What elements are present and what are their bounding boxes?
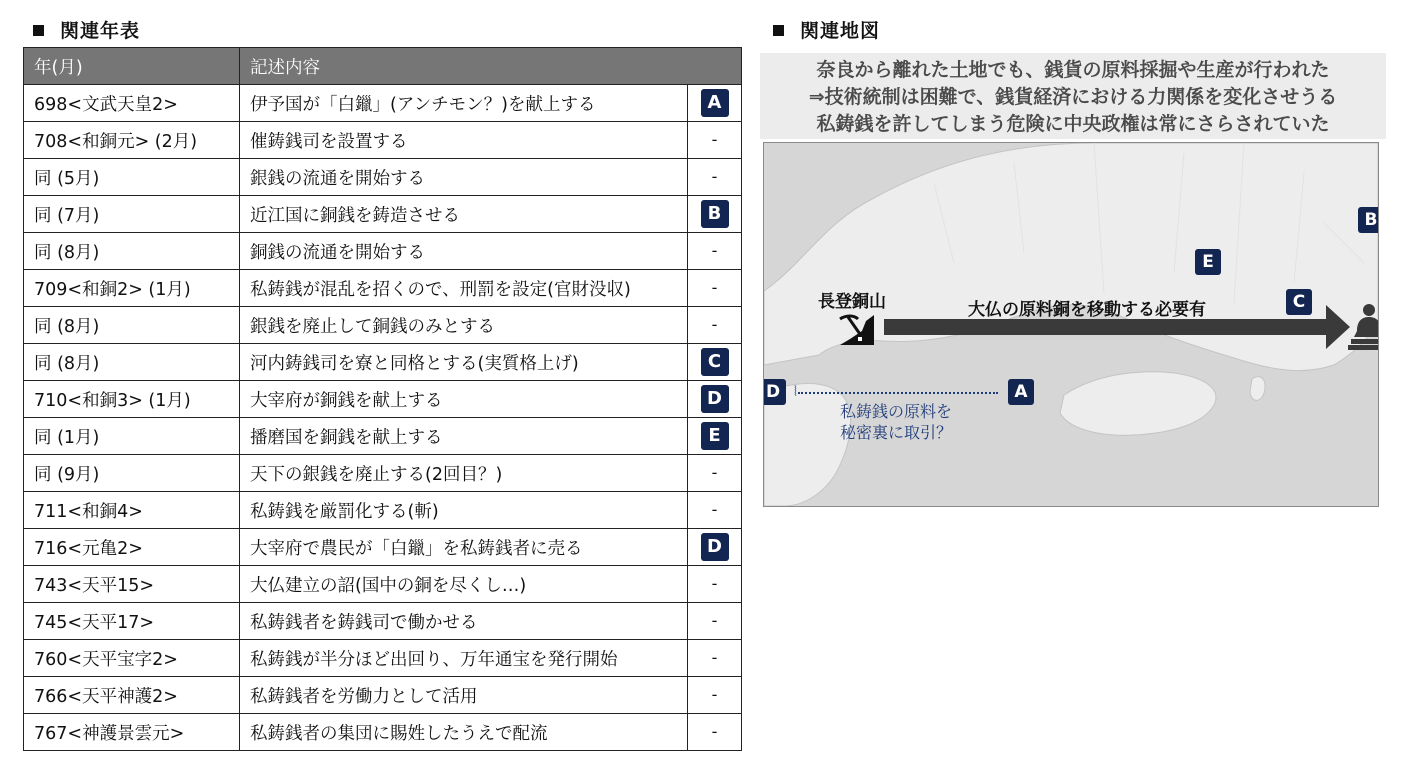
row-content: 私鋳銭が半分ほど出回り、万年通宝を発行開始 xyxy=(240,640,688,677)
row-tag-cell xyxy=(688,233,742,270)
row-tag-cell xyxy=(688,122,742,159)
timeline-body xyxy=(24,85,742,751)
related-map xyxy=(763,142,1379,507)
row-tag-cell xyxy=(688,492,742,529)
row-tag-dash: - xyxy=(711,463,718,482)
row-tag-dash: - xyxy=(711,278,718,297)
row-tag-cell xyxy=(688,455,742,492)
row-year: 同 (8月) xyxy=(24,307,240,344)
row-tag-cell xyxy=(688,344,742,381)
row-year: 716<元亀2> xyxy=(24,529,240,566)
row-tag-cell xyxy=(688,566,742,603)
row-content: 大宰府で農民が「白鑞」を私鋳銭者に売る xyxy=(240,529,688,566)
summary-note xyxy=(760,53,1386,139)
row-tag-cell xyxy=(688,418,742,455)
row-tag-badge: B xyxy=(701,200,729,228)
row-year: 同 (5月) xyxy=(24,159,240,196)
row-tag-dash: - xyxy=(711,648,718,667)
row-tag-dash: - xyxy=(711,685,718,704)
row-content: 銀銭の流通を開始する xyxy=(240,159,688,196)
secret-trade-line-2: 秘密裏に取引？ xyxy=(840,423,953,442)
row-year: 766<天平神護2> xyxy=(24,677,240,714)
row-tag-badge: C xyxy=(701,348,729,376)
row-year: 同 (8月) xyxy=(24,344,240,381)
row-content: 天下の銀銭を廃止する(2回目？) xyxy=(240,455,688,492)
row-tag-cell xyxy=(688,196,742,233)
row-content: 近江国に銅銭を鋳造させる xyxy=(240,196,688,233)
secret-trade-label xyxy=(840,401,952,443)
row-year: 同 (8月) xyxy=(24,233,240,270)
timeline-row xyxy=(24,677,742,714)
row-content: 私鋳銭を厳罰化する(斬) xyxy=(240,492,688,529)
timeline-heading xyxy=(33,16,140,43)
transport-arrow-head-icon xyxy=(1326,305,1350,349)
row-year: 同 (7月) xyxy=(24,196,240,233)
row-content: 私鋳銭者を労働力として活用 xyxy=(240,677,688,714)
row-tag-badge: A xyxy=(701,89,729,117)
content-column-header: 記述内容 xyxy=(240,48,742,85)
row-tag-cell xyxy=(688,381,742,418)
map-tag-b: B xyxy=(1358,207,1379,233)
secret-trade-line xyxy=(798,392,998,394)
map-tag-d: D xyxy=(763,379,786,405)
row-year: 709<和銅2> (1月) xyxy=(24,270,240,307)
row-year: 743<天平15> xyxy=(24,566,240,603)
timeline-row xyxy=(24,270,742,307)
row-content: 伊予国が「白鑞」(アンチモン？)を献上する xyxy=(240,85,688,122)
row-content: 銀銭を廃止して銅銭のみとする xyxy=(240,307,688,344)
row-year: 767<神護景雲元> xyxy=(24,714,240,751)
row-content: 私鋳銭者を鋳銭司で働かせる xyxy=(240,603,688,640)
row-content: 大仏建立の詔(国中の銅を尽くし…) xyxy=(240,566,688,603)
timeline-row xyxy=(24,529,742,566)
row-tag-dash: - xyxy=(711,611,718,630)
signal-wave-icon: ⦚ xyxy=(794,384,797,400)
row-tag-cell xyxy=(688,603,742,640)
row-tag-dash: - xyxy=(711,315,718,334)
map-heading xyxy=(773,16,880,43)
row-tag-cell xyxy=(688,640,742,677)
row-content: 催鋳銭司を設置する xyxy=(240,122,688,159)
map-heading-text: 関連地図 xyxy=(800,20,881,42)
timeline-row xyxy=(24,640,742,677)
row-tag-dash: - xyxy=(711,574,718,593)
timeline-row xyxy=(24,418,742,455)
row-year: 708<和銅元> (2月) xyxy=(24,122,240,159)
row-year: 698<文武天皇2> xyxy=(24,85,240,122)
row-tag-dash: - xyxy=(711,241,718,260)
bullet-square-icon xyxy=(33,25,44,36)
map-tag-a: A xyxy=(1008,379,1034,405)
row-tag-badge: D xyxy=(701,533,729,561)
row-tag-cell xyxy=(688,270,742,307)
bullet-square-icon xyxy=(773,25,784,36)
timeline-row xyxy=(24,381,742,418)
timeline-heading-text: 関連年表 xyxy=(60,20,141,42)
arrow-label: 大仏の原料銅を移動する必要有 xyxy=(968,300,1206,320)
row-year: 760<天平宝字2> xyxy=(24,640,240,677)
timeline-table xyxy=(23,47,742,751)
map-tag-c: C xyxy=(1286,289,1312,315)
row-year: 711<和銅4> xyxy=(24,492,240,529)
buddha-statue-icon xyxy=(1348,301,1379,351)
summary-line: ⇒技術統制は困難で、銭貨経済における力関係を変化させうる xyxy=(808,86,1338,108)
timeline-row xyxy=(24,566,742,603)
row-tag-dash: - xyxy=(711,722,718,741)
timeline-row xyxy=(24,455,742,492)
transport-arrow-shaft xyxy=(884,319,1334,335)
row-tag-dash: - xyxy=(711,130,718,149)
row-content: 私鋳銭者の集団に賜姓したうえで配流 xyxy=(240,714,688,751)
timeline-row xyxy=(24,492,742,529)
row-year: 745<天平17> xyxy=(24,603,240,640)
row-tag-dash: - xyxy=(711,500,718,519)
row-year: 同 (9月) xyxy=(24,455,240,492)
timeline-row xyxy=(24,233,742,270)
summary-line: 私鋳銭を許してしまう危険に中央政権は常にさらされていた xyxy=(816,113,1330,135)
timeline-row xyxy=(24,196,742,233)
row-content: 銅銭の流通を開始する xyxy=(240,233,688,270)
timeline-row xyxy=(24,122,742,159)
row-tag-cell xyxy=(688,677,742,714)
row-content: 私鋳銭が混乱を招くので、刑罰を設定(官財没収) xyxy=(240,270,688,307)
row-tag-badge: E xyxy=(701,422,729,450)
row-tag-cell xyxy=(688,307,742,344)
map-tag-e: E xyxy=(1195,249,1221,275)
row-tag-badge: D xyxy=(701,385,729,413)
row-content: 大宰府が銅銭を献上する xyxy=(240,381,688,418)
timeline-row xyxy=(24,85,742,122)
row-tag-cell xyxy=(688,529,742,566)
row-tag-dash: - xyxy=(711,167,718,186)
timeline-row xyxy=(24,603,742,640)
row-tag-cell xyxy=(688,85,742,122)
timeline-row xyxy=(24,344,742,381)
mine-label: 長登銅山 xyxy=(818,292,886,312)
year-column-header: 年(月) xyxy=(24,48,240,85)
row-content: 河内鋳銭司を寮と同格とする(実質格上げ) xyxy=(240,344,688,381)
row-content: 播磨国を銅銭を献上する xyxy=(240,418,688,455)
mining-icon xyxy=(836,313,876,347)
secret-trade-line-1: 私鋳銭の原料を xyxy=(840,402,953,421)
timeline-row xyxy=(24,307,742,344)
timeline-row xyxy=(24,714,742,751)
timeline-header-row xyxy=(24,48,742,85)
timeline-row xyxy=(24,159,742,196)
row-tag-cell xyxy=(688,159,742,196)
row-year: 710<和銅3> (1月) xyxy=(24,381,240,418)
row-year: 同 (1月) xyxy=(24,418,240,455)
summary-line: 奈良から離れた土地でも、銭貨の原料採掘や生産が行われた xyxy=(816,59,1330,81)
row-tag-cell xyxy=(688,714,742,751)
